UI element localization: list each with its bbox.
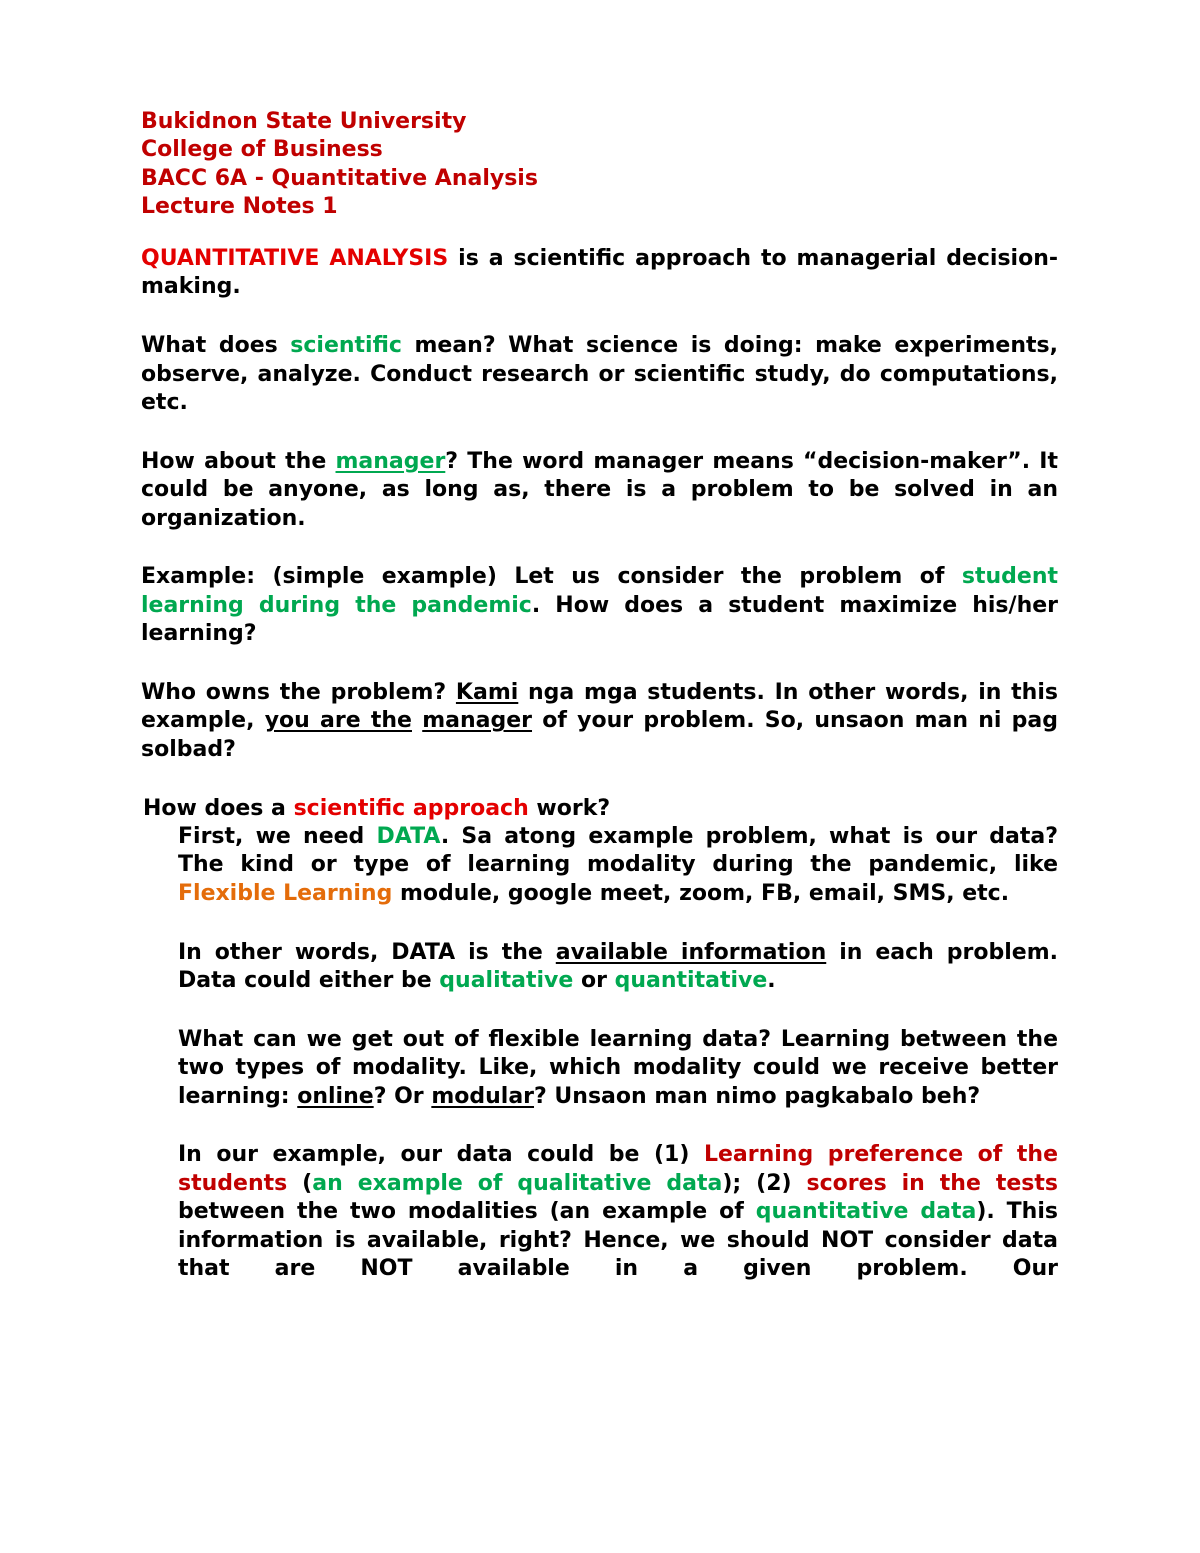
text-span: nga mga students. In other words, in this example, [141,679,1058,734]
text-span: work? [528,795,611,821]
term-student-learning: student learning during the pandemic [141,564,1058,618]
text-span: mean? What science is doing: make experiments, observe, analyze. Conduct research or scientific study, do computations, etc. [141,333,1058,415]
text-span: How does a [143,795,294,821]
text-span: What can we get out of flexible learning data? Learning between the two types of modality. Like, which modality could we receive better learning: [178,1026,1058,1109]
document-page [141,108,1058,1283]
text-span: . [767,968,776,994]
text-span: ? The word manager means “decision-maker”. It could be anyone, as long as, there is a problem to be solved in an organization. [141,448,1058,531]
term-scientific-approach: scientific approach [293,795,529,821]
header-block [141,108,1058,222]
paragraph-our-data [178,1141,1058,1283]
paragraph-problem-owner [141,679,1058,764]
term-you-are-the: you are the [264,708,412,734]
term-manager-2: manager [422,708,533,734]
term-learning-preference: Learning preference of the students [178,1142,1058,1196]
term-kami: Kami [455,679,519,705]
text-span: ? Or [373,1083,432,1109]
text-span: ); (2) [722,1170,807,1196]
text-span: . How does a student maximize his/her learning? [141,592,1058,647]
definition-text: is a scientific approach to managerial decision-making. [141,245,1059,300]
paragraph-how-approach [141,795,1058,823]
text-span: . Sa atong example problem, what is our data? The kind or type of learning modality during the pandemic, like [178,824,1058,878]
text-span: First, we need [178,824,377,849]
term-quantitative-analysis: QUANTITATIVE ANALYSIS [141,245,449,271]
text-span: between the two modalities (an example of [178,1199,756,1225]
text-span: of your problem. So, unsaon man ni pag solbad? [141,708,1059,762]
text-span: How about the [141,448,336,474]
term-scores-in-tests: scores in the tests [806,1170,1058,1196]
paragraph-scientific [141,332,1058,417]
term-modular: modular [431,1083,535,1109]
text-span: In other words, DATA is the [178,939,556,965]
term-quantitative-data: quantitative data [755,1199,977,1225]
text-span: or [573,968,615,994]
term-scientific: scientific [290,333,402,359]
term-data: DATA [376,824,441,849]
course-title: BACC 6A - Quantitative Analysis [141,165,538,191]
paragraph-definition [141,245,1058,302]
term-manager: manager [335,448,446,474]
text-span [412,708,422,733]
lecture-notes-label: Lecture Notes 1 [141,194,338,220]
text-span: ( [287,1170,313,1196]
text-span: ). This information is available, right? Hence, we should NOT consider data that are NOT available in a given problem. Our [178,1199,1058,1282]
text-span: module, google meet, zoom, FB, email, SMS, etc. [392,880,1010,906]
paragraph-manager [141,448,1058,533]
term-flexible-learning: Flexible Learning [178,880,393,906]
college-name: College of Business [141,137,383,163]
paragraph-data [178,823,1058,908]
term-quantitative: quantitative [614,968,768,994]
text-span: In our example, our data could be (1) [178,1142,704,1168]
term-online: online [297,1083,374,1109]
text-span: Example: (simple example) Let us consider the problem of [141,564,962,590]
term-qualitative-example: an example of qualitative data [312,1170,723,1196]
term-qualitative: qualitative [439,968,574,994]
term-available-information: available information [555,939,827,965]
paragraph-example [141,563,1058,648]
text-span: Who owns the problem? [141,679,456,705]
text-span: ? Unsaon man nimo pagkabalo beh? [534,1083,981,1109]
text-span: What does [141,333,291,359]
paragraph-data-definition [178,939,1058,996]
paragraph-modality [178,1026,1058,1111]
university-name: Bukidnon State University [141,109,467,134]
text-span: in each problem. Data could either be [178,939,1058,994]
